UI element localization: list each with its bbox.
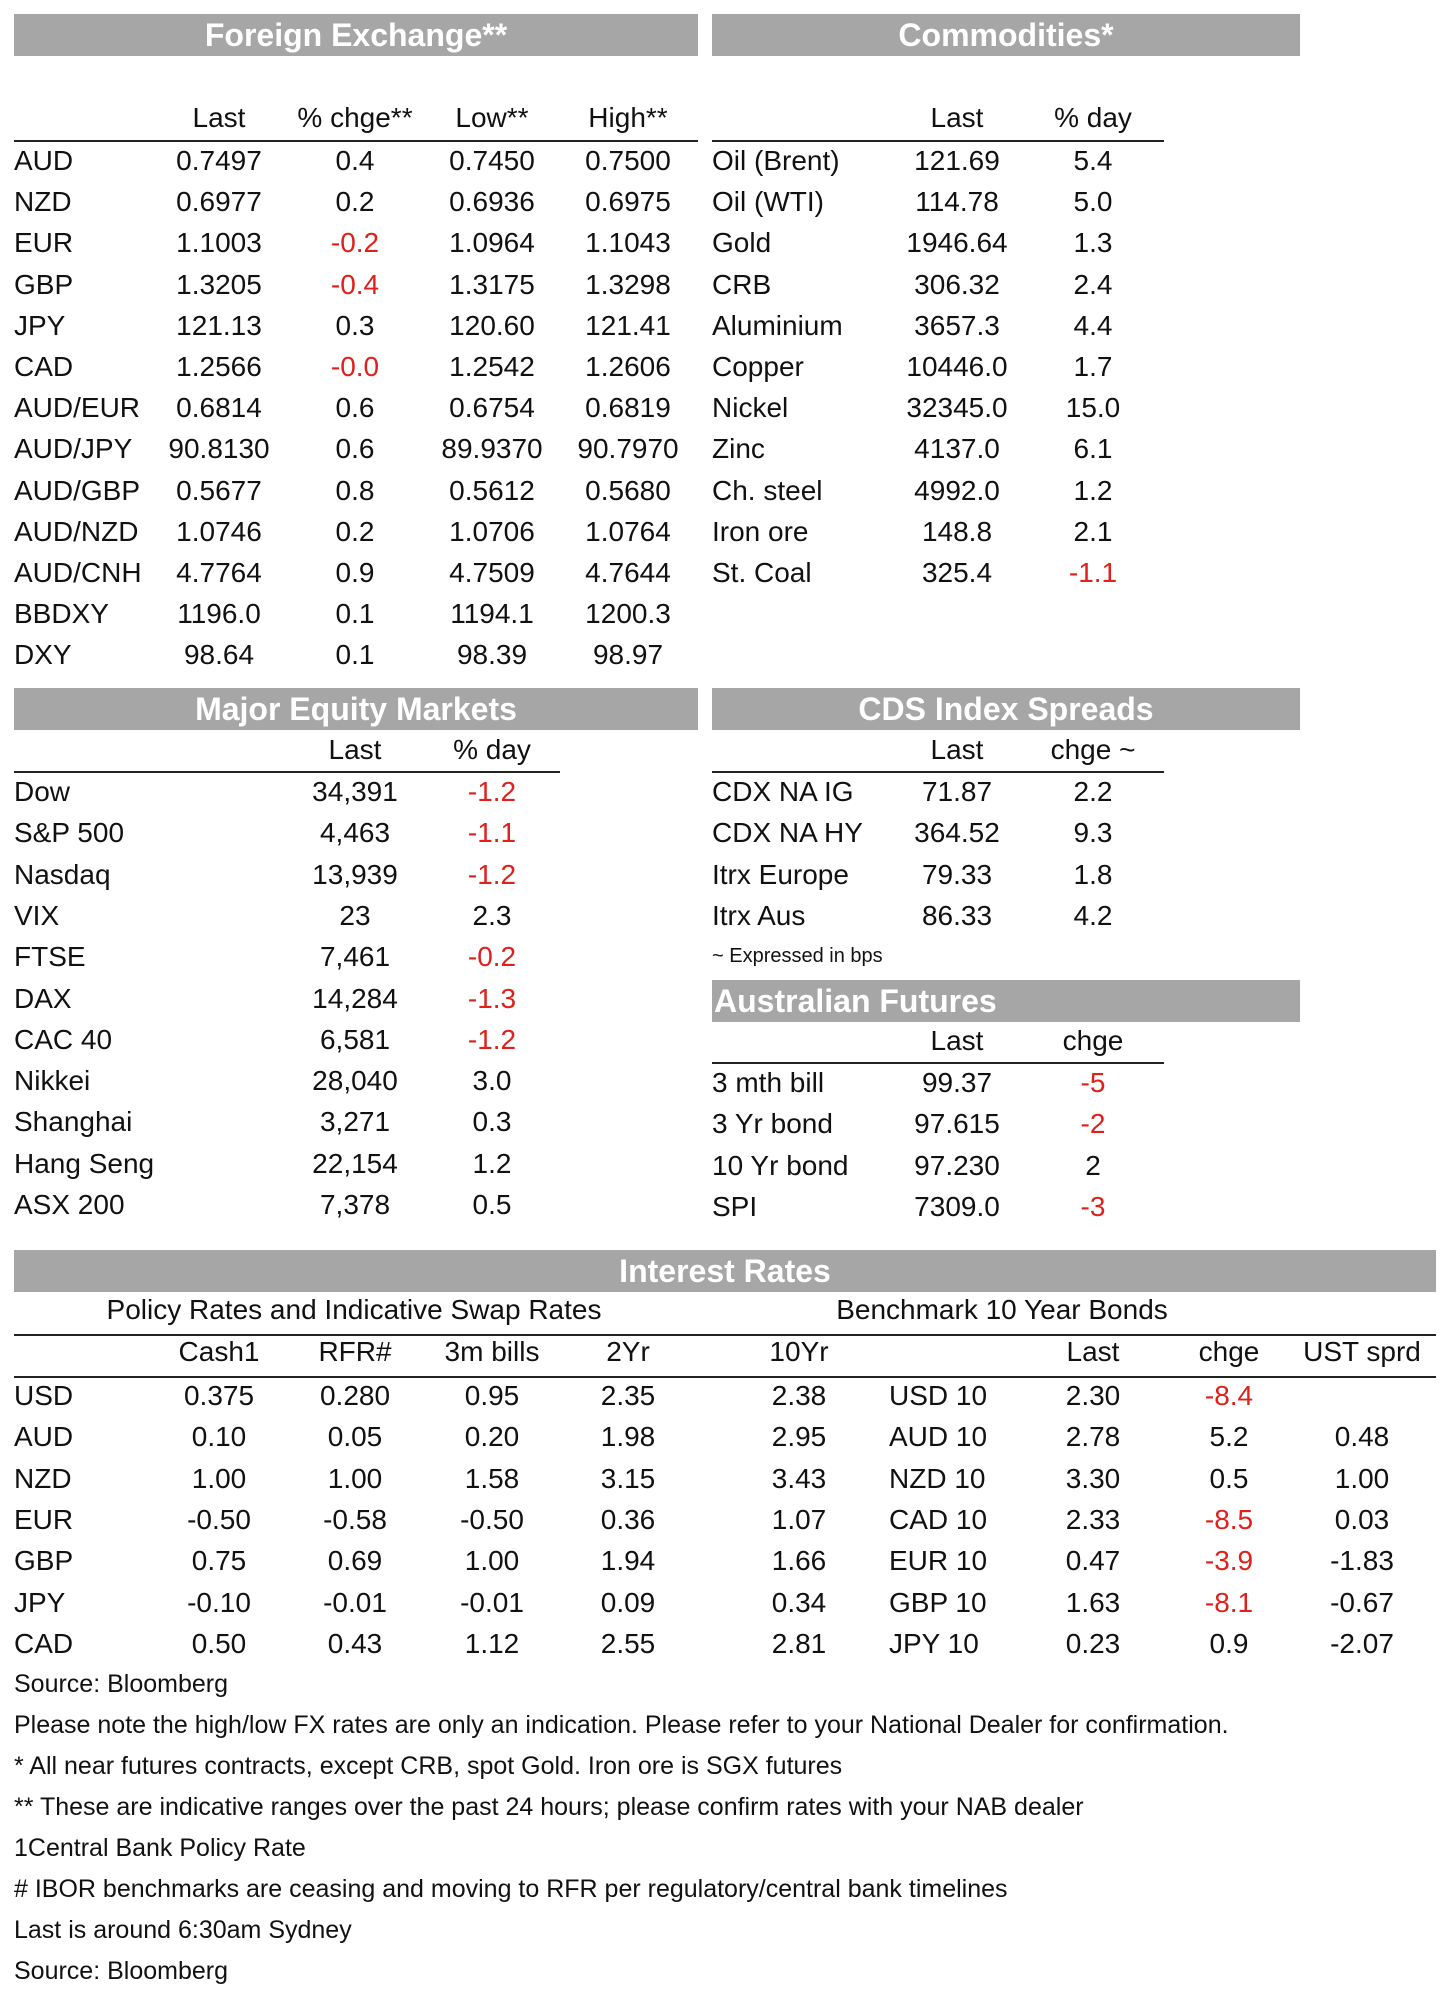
equity-change: -1.2 [467,776,517,807]
bond-ust-spread: 0.03 [1334,1503,1390,1535]
commodity-change: 1.7 [1073,351,1113,382]
rates-left-title: Policy Rates and Indicative Swap Rates [106,1294,602,1325]
future-change: -3 [1080,1190,1106,1222]
fx-high: 0.6975 [585,186,671,218]
rate-rfr: 0.280 [319,1380,391,1411]
fx-header-rule [14,140,698,142]
cds-name: Itrx Aus [712,899,806,931]
bond-change: -8.4 [1204,1380,1254,1411]
commodities-title-bar: Commodities* [712,14,1300,56]
aus-futures-header-last: Last [930,1025,984,1056]
equity-change: -1.2 [467,858,517,890]
bond-ust-spread: -2.07 [1330,1627,1394,1659]
bond-last: 2.30 [1065,1380,1121,1411]
rate-cash: -0.10 [187,1586,251,1618]
rate-cash: 0.10 [191,1421,247,1453]
aus-futures-header-chge: chge [1062,1025,1124,1056]
fx-low: 4.7509 [449,557,535,588]
rate-rfr: 1.00 [327,1462,383,1494]
future-name: 3 mth bill [712,1067,825,1098]
aus-futures-header-rule [712,1062,1164,1064]
cds-change: 1.8 [1073,858,1113,890]
fx-change: -0.4 [330,268,380,300]
future-name: 3 Yr bond [712,1108,833,1140]
rates-header-chge: chge [1198,1336,1260,1367]
commodities-header-rule [712,140,1164,142]
rate-2yr: 2.35 [600,1380,656,1411]
fx-name: DXY [14,639,72,671]
fx-low: 1194.1 [450,598,534,630]
bond-last: 0.47 [1065,1545,1121,1577]
note-source-2: Source: Bloomberg [14,1957,229,1985]
fx-last: 1.2566 [176,351,262,382]
rate-rfr: 0.05 [327,1421,383,1453]
fx-name: GBP [14,268,74,300]
commodity-name: Nickel [712,392,789,424]
note-futures: * All near futures contracts, except CRB, spot Gold. Iron ore is SGX futures [14,1752,843,1780]
rate-10yr: 2.81 [771,1627,827,1659]
fx-name: NZD [14,186,72,218]
fx-high: 98.97 [592,639,664,671]
cds-name: CDX NA HY [712,817,863,849]
equity-name: Shanghai [14,1106,133,1138]
fx-low: 0.5612 [449,474,535,506]
fx-title-bar: Foreign Exchange** [14,14,698,56]
commodity-change: 2.4 [1073,268,1113,300]
fx-change: 0.8 [335,474,375,506]
fx-name: AUD/CNH [14,557,142,588]
commodity-last: 121.69 [914,145,1000,176]
equity-last: 4,463 [319,817,391,849]
note-fx-disclaimer: Please note the high/low FX rates are only an indication. Please refer to your National Dealer for confirmation. [14,1711,1229,1739]
commodity-name: Gold [712,227,772,259]
rate-3m-bills: 1.12 [464,1627,520,1659]
equity-name: FTSE [14,941,86,973]
cds-last: 364.52 [914,817,1000,849]
bond-name: JPY 10 [889,1627,979,1659]
equity-last: 23 [339,899,371,931]
rate-10yr: 0.34 [771,1586,827,1618]
cds-name: CDX NA IG [712,776,854,807]
rate-10yr: 2.95 [771,1421,827,1453]
fx-change: 0.9 [335,557,375,588]
equity-change: -1.3 [467,982,517,1014]
rate-cash: 0.75 [191,1545,247,1577]
equity-last: 7,461 [319,941,391,973]
equity-title-bar: Major Equity Markets [14,688,698,730]
commodity-last: 3657.3 [914,309,1000,341]
fx-header-last: Last [192,102,246,133]
fx-name: AUD/JPY [14,433,133,465]
commodity-change: 5.0 [1073,186,1113,218]
bond-name: AUD 10 [889,1421,988,1453]
cds-name: Itrx Europe [712,858,849,890]
fx-change: 0.6 [335,392,375,424]
fx-last: 0.7497 [176,145,262,176]
equity-last: 28,040 [312,1065,398,1097]
future-change: -2 [1080,1108,1106,1140]
equity-change: 2.3 [472,899,512,931]
fx-last: 0.5677 [176,474,262,506]
fx-change: -0.2 [330,227,380,259]
cds-header-last: Last [930,734,984,765]
fx-change: 0.2 [335,515,375,547]
commodity-last: 4137.0 [914,433,1000,465]
cds-change: 9.3 [1073,817,1113,849]
fx-low: 1.3175 [449,268,535,300]
fx-low: 89.9370 [441,433,543,465]
fx-change: 0.6 [335,433,375,465]
fx-last: 1.1003 [176,227,262,259]
commodity-change: 6.1 [1073,433,1113,465]
fx-high: 0.6819 [585,392,671,424]
fx-high: 1.1043 [585,227,671,259]
equity-name: ASX 200 [14,1189,125,1220]
fx-header-low: Low** [455,102,529,133]
equity-change: -1.2 [467,1023,517,1055]
rates-header-cash: Cash1 [178,1336,260,1367]
bond-change: -3.9 [1204,1545,1254,1577]
commodity-name: Copper [712,351,804,382]
fx-high: 121.41 [585,309,671,341]
commodity-name: Oil (WTI) [712,186,824,218]
commodity-change: 4.4 [1073,309,1113,341]
bond-change: 5.2 [1209,1421,1249,1453]
fx-high: 0.7500 [585,145,671,176]
fx-high: 4.7644 [585,557,671,588]
commodity-change: 2.1 [1073,515,1113,547]
commodities-header-day: % day [1054,102,1132,133]
commodity-last: 32345.0 [906,392,1008,424]
equity-change: 3.0 [472,1065,512,1097]
bond-name: EUR 10 [889,1545,988,1577]
rate-3m-bills: 0.20 [464,1421,520,1453]
equity-last: 34,391 [312,776,398,807]
fx-low: 1.2542 [449,351,535,382]
rate-rfr: 0.69 [327,1545,383,1577]
equity-header-day: % day [453,734,531,765]
fx-last: 98.64 [183,639,255,671]
cds-note: ~ Expressed in bps [712,945,883,967]
equity-last: 6,581 [319,1023,391,1055]
bond-last: 2.33 [1065,1503,1121,1535]
fx-change: 0.3 [335,309,375,341]
future-change: -5 [1080,1067,1106,1098]
equity-last: 3,271 [319,1106,391,1138]
fx-name: AUD/GBP [14,474,141,506]
note-timing: Last is around 6:30am Sydney [14,1916,352,1944]
commodity-change: -1.1 [1068,557,1118,588]
rates-header-bills: 3m bills [444,1336,540,1367]
rates-header-ust-sprd: UST sprd [1303,1336,1421,1367]
bond-ust-spread: -0.67 [1330,1586,1394,1618]
note-ibor: # IBOR benchmarks are ceasing and moving to RFR per regulatory/central bank timelines [14,1875,1008,1903]
commodity-last: 114.78 [915,186,999,218]
rates-header-last: Last [1066,1336,1120,1367]
equity-name: Dow [14,776,71,807]
equity-name: Hang Seng [14,1147,155,1179]
rate-10yr: 1.66 [771,1545,827,1577]
fx-low: 0.7450 [449,145,535,176]
bond-name: NZD 10 [889,1462,986,1494]
fx-change: 0.4 [335,145,375,176]
fx-high: 1.3298 [585,268,671,300]
fx-name: BBDXY [14,598,109,630]
commodity-change: 1.2 [1073,474,1113,506]
equity-header-last: Last [328,734,382,765]
rate-10yr: 1.07 [771,1503,827,1535]
fx-high: 1.2606 [585,351,671,382]
bond-ust-spread: 1.00 [1334,1462,1390,1494]
bond-last: 0.23 [1065,1627,1121,1659]
cds-last: 71.87 [921,776,993,807]
future-last: 7309.0 [914,1190,1000,1222]
cds-last: 86.33 [921,899,993,931]
bond-change: 0.5 [1209,1462,1249,1494]
equity-last: 7,378 [319,1189,391,1220]
commodity-change: 1.3 [1073,227,1113,259]
fx-name: JPY [14,309,66,341]
fx-high: 1200.3 [585,598,671,630]
rate-2yr: 0.36 [600,1503,656,1535]
rate-2yr: 0.09 [600,1586,656,1618]
rate-cash: 0.375 [183,1380,255,1411]
equity-name: VIX [14,899,60,931]
commodity-change: 15.0 [1065,392,1121,424]
future-last: 99.37 [921,1067,993,1098]
fx-last: 90.8130 [168,433,270,465]
cds-header-chge: chge ~ [1050,734,1136,765]
fx-low: 120.60 [449,309,535,341]
fx-high: 90.7970 [577,433,679,465]
fx-low: 0.6936 [449,186,535,218]
bond-last: 2.78 [1065,1421,1121,1453]
bond-change: -8.1 [1204,1586,1254,1618]
rate-2yr: 3.15 [600,1462,656,1494]
future-name: SPI [712,1190,758,1222]
commodity-name: Aluminium [712,309,843,341]
rate-3m-bills: 1.00 [464,1545,520,1577]
equity-change: -0.2 [467,941,517,973]
equity-change: 1.2 [472,1147,512,1179]
fx-header-chge: % chge** [297,102,413,133]
rate-2yr: 2.55 [600,1627,656,1659]
rate-currency: JPY [14,1586,66,1618]
commodity-last: 325.4 [921,557,993,588]
equity-name: Nikkei [14,1065,91,1097]
rates-right-title: Benchmark 10 Year Bonds [836,1294,1168,1325]
rate-10yr: 3.43 [771,1462,827,1494]
fx-last: 1.3205 [176,268,262,300]
fx-last: 0.6814 [176,392,262,424]
bond-name: CAD 10 [889,1503,988,1535]
fx-low: 1.0964 [449,227,535,259]
fx-last: 1196.0 [177,598,261,630]
future-change: 2 [1085,1149,1101,1181]
rate-cash: 1.00 [191,1462,247,1494]
rate-currency: CAD [14,1627,74,1659]
future-name: 10 Yr bond [712,1149,849,1181]
bond-last: 3.30 [1065,1462,1121,1494]
commodity-last: 1946.64 [906,227,1008,259]
fx-change: 0.1 [335,639,375,671]
fx-name: CAD [14,351,74,382]
fx-last: 0.6977 [176,186,262,218]
rate-currency: NZD [14,1462,72,1494]
bond-ust-spread: -1.83 [1330,1545,1394,1577]
cds-last: 79.33 [921,858,993,890]
bond-ust-spread: 0.48 [1334,1421,1390,1453]
commodity-name: Oil (Brent) [712,145,840,176]
rate-currency: AUD [14,1421,74,1453]
cds-header-rule [712,771,1164,773]
equity-name: DAX [14,982,72,1014]
rates-header-10yr: 10Yr [769,1336,829,1367]
commodity-last: 306.32 [914,268,1000,300]
equity-last: 13,939 [312,858,398,890]
fx-name: AUD/NZD [14,515,139,547]
equity-name: S&P 500 [14,817,125,849]
rate-cash: -0.50 [187,1503,251,1535]
note-ranges: ** These are indicative ranges over the past 24 hours; please confirm rates with your NAB dealer [14,1793,1084,1821]
cds-change: 2.2 [1073,776,1113,807]
rate-currency: EUR [14,1503,74,1535]
fx-low: 98.39 [456,639,528,671]
fx-change: -0.0 [330,351,380,382]
note-policy-rate: 1Central Bank Policy Rate [14,1834,306,1862]
rate-currency: GBP [14,1545,74,1577]
rates-header-2yr: 2Yr [606,1336,650,1367]
rate-10yr: 2.38 [771,1380,827,1411]
equity-name: CAC 40 [14,1023,113,1055]
fx-low: 1.0706 [449,515,535,547]
rate-3m-bills: 1.58 [464,1462,520,1494]
equity-change: 0.3 [472,1106,512,1138]
bond-change: -8.5 [1204,1503,1254,1535]
rate-rfr: -0.58 [323,1503,387,1535]
fx-high: 1.0764 [585,515,671,547]
commodity-name: Iron ore [712,515,809,547]
fx-last: 1.0746 [176,515,262,547]
fx-low: 0.6754 [449,392,535,424]
commodity-change: 5.4 [1073,145,1113,176]
aus-futures-title-bar: Australian Futures [712,980,1300,1022]
rate-3m-bills: -0.01 [460,1586,524,1618]
fx-last: 4.7764 [176,557,262,588]
fx-last: 121.13 [176,309,262,341]
equity-change: -1.1 [467,817,517,849]
commodity-name: Zinc [712,433,765,465]
equity-last: 22,154 [312,1147,398,1179]
commodity-last: 4992.0 [914,474,1000,506]
commodity-last: 148.8 [921,515,993,547]
cds-title-bar: CDS Index Spreads [712,688,1300,730]
fx-change: 0.1 [335,598,375,630]
equity-header-rule [14,771,560,773]
rate-rfr: -0.01 [323,1586,387,1618]
equity-name: Nasdaq [14,858,111,890]
commodity-last: 10446.0 [906,351,1008,382]
fx-name: AUD [14,145,74,176]
fx-change: 0.2 [335,186,375,218]
commodity-name: St. Coal [712,557,812,588]
rate-3m-bills: 0.95 [464,1380,520,1411]
fx-high: 0.5680 [585,474,671,506]
rate-2yr: 1.94 [600,1545,656,1577]
rate-2yr: 1.98 [600,1421,656,1453]
note-source: Source: Bloomberg [14,1670,229,1698]
bond-name: GBP 10 [889,1586,987,1618]
bond-change: 0.9 [1209,1627,1249,1659]
commodity-name: CRB [712,268,772,300]
bond-name: USD 10 [889,1380,988,1411]
rate-3m-bills: -0.50 [460,1503,524,1535]
future-last: 97.615 [914,1108,1000,1140]
bond-last: 1.63 [1065,1586,1121,1618]
commodities-header-last: Last [930,102,984,133]
rates-header-rule [14,1376,1436,1378]
fx-name: EUR [14,227,74,259]
commodity-name: Ch. steel [712,474,823,506]
equity-change: 0.5 [472,1189,512,1220]
rate-currency: USD [14,1380,74,1411]
rates-header-rfr: RFR# [318,1336,392,1367]
rate-rfr: 0.43 [327,1627,383,1659]
future-last: 97.230 [914,1149,1000,1181]
rate-cash: 0.50 [191,1627,247,1659]
rates-title-bar: Interest Rates [14,1250,1436,1292]
cds-change: 4.2 [1073,899,1113,931]
equity-last: 14,284 [312,982,398,1014]
fx-name: AUD/EUR [14,392,141,424]
fx-header-high: High** [588,102,668,133]
